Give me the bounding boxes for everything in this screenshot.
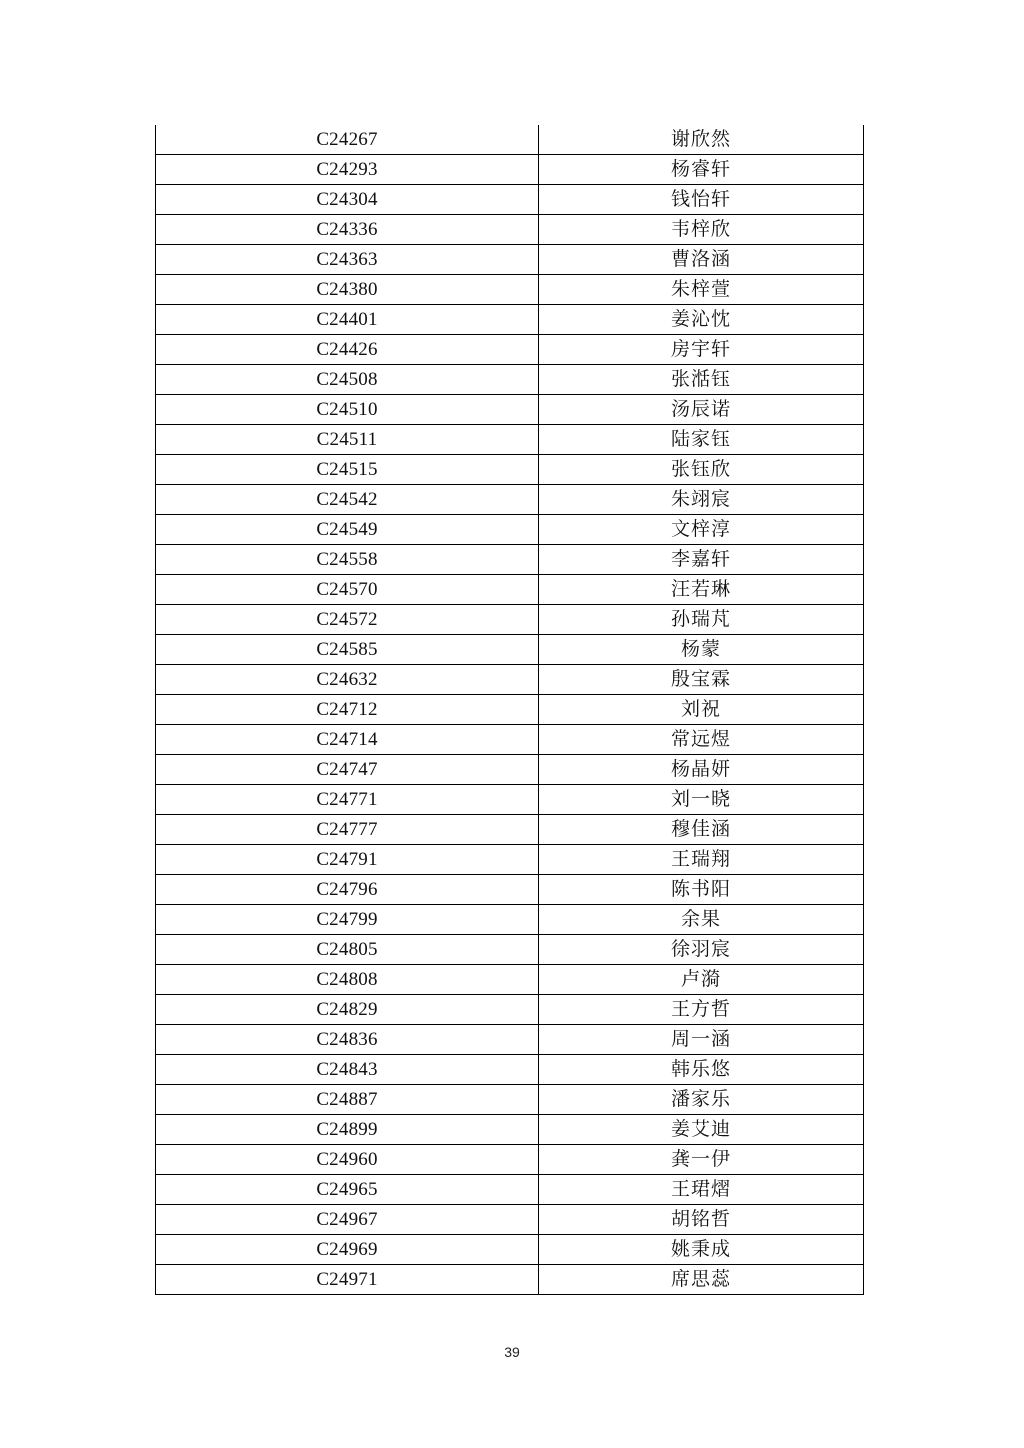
candidate-id-cell: C24777 <box>156 815 539 845</box>
candidate-id-cell: C24805 <box>156 935 539 965</box>
candidate-id-cell: C24771 <box>156 785 539 815</box>
candidate-name-cell: 王方哲 <box>539 995 864 1025</box>
candidate-id-cell: C24960 <box>156 1145 539 1175</box>
table-row <box>156 785 864 815</box>
candidate-name-cell: 常远煜 <box>539 725 864 755</box>
table-row <box>156 1175 864 1205</box>
table-row <box>156 965 864 995</box>
table-row <box>156 1205 864 1235</box>
candidate-name-cell: 谢欣然 <box>539 125 864 155</box>
table-row <box>156 1145 864 1175</box>
candidate-id-cell: C24967 <box>156 1205 539 1235</box>
candidate-id-cell: C24965 <box>156 1175 539 1205</box>
candidate-id-cell: C24632 <box>156 665 539 695</box>
candidate-id-cell: C24511 <box>156 425 539 455</box>
table-row <box>156 335 864 365</box>
table-row <box>156 605 864 635</box>
candidate-id-cell: C24791 <box>156 845 539 875</box>
candidate-id-cell: C24363 <box>156 245 539 275</box>
table-row <box>156 1235 864 1265</box>
table-row <box>156 455 864 485</box>
candidate-name-cell: 曹洛涵 <box>539 245 864 275</box>
candidate-id-cell: C24515 <box>156 455 539 485</box>
candidate-name-cell: 姜艾迪 <box>539 1115 864 1145</box>
table-row <box>156 905 864 935</box>
table-row <box>156 935 864 965</box>
page-number: 39 <box>504 1344 520 1360</box>
table-row <box>156 695 864 725</box>
candidate-name-cell: 姚秉成 <box>539 1235 864 1265</box>
table-row <box>156 305 864 335</box>
candidate-name-cell: 余果 <box>539 905 864 935</box>
candidate-name-cell: 朱翊宸 <box>539 485 864 515</box>
candidate-id-cell: C24843 <box>156 1055 539 1085</box>
candidate-id-cell: C24572 <box>156 605 539 635</box>
table-row <box>156 365 864 395</box>
table-row <box>156 755 864 785</box>
candidate-name-cell: 刘一晓 <box>539 785 864 815</box>
candidate-id-cell: C24747 <box>156 755 539 785</box>
candidate-name-cell: 王珺熠 <box>539 1175 864 1205</box>
candidate-id-cell: C24570 <box>156 575 539 605</box>
candidate-id-cell: C24508 <box>156 365 539 395</box>
table-row <box>156 665 864 695</box>
candidate-name-cell: 周一涵 <box>539 1025 864 1055</box>
candidate-id-cell: C24899 <box>156 1115 539 1145</box>
candidate-id-cell: C24510 <box>156 395 539 425</box>
table-row <box>156 995 864 1025</box>
table-row <box>156 575 864 605</box>
candidate-id-cell: C24714 <box>156 725 539 755</box>
candidate-name-cell: 杨睿轩 <box>539 155 864 185</box>
candidate-id-cell: C24971 <box>156 1265 539 1295</box>
candidate-name-cell: 杨蒙 <box>539 635 864 665</box>
candidate-name-cell: 龚一伊 <box>539 1145 864 1175</box>
candidate-name-cell: 孙瑞芃 <box>539 605 864 635</box>
candidate-id-cell: C24808 <box>156 965 539 995</box>
candidate-name-cell: 韦梓欣 <box>539 215 864 245</box>
table-row <box>156 1025 864 1055</box>
candidate-id-cell: C24558 <box>156 545 539 575</box>
candidate-name-cell: 杨晶妍 <box>539 755 864 785</box>
candidate-id-cell: C24336 <box>156 215 539 245</box>
candidate-name-cell: 陈书阳 <box>539 875 864 905</box>
table-row <box>156 275 864 305</box>
candidate-id-cell: C24969 <box>156 1235 539 1265</box>
candidate-name-cell: 李嘉轩 <box>539 545 864 575</box>
table-row <box>156 245 864 275</box>
candidate-id-cell: C24293 <box>156 155 539 185</box>
candidate-name-cell: 张湉钰 <box>539 365 864 395</box>
candidate-id-cell: C24549 <box>156 515 539 545</box>
candidate-id-cell: C24267 <box>156 125 539 155</box>
candidate-name-cell: 汤辰诺 <box>539 395 864 425</box>
candidate-name-cell: 陆家钰 <box>539 425 864 455</box>
candidate-name-cell: 潘家乐 <box>539 1085 864 1115</box>
candidate-name-cell: 姜沁忱 <box>539 305 864 335</box>
table-row <box>156 545 864 575</box>
candidate-id-cell: C24401 <box>156 305 539 335</box>
table-row <box>156 395 864 425</box>
candidate-id-cell: C24799 <box>156 905 539 935</box>
candidate-name-cell: 刘祝 <box>539 695 864 725</box>
table-row <box>156 485 864 515</box>
candidate-id-cell: C24380 <box>156 275 539 305</box>
candidate-name-cell: 汪若琳 <box>539 575 864 605</box>
roster-table-body <box>156 125 864 1295</box>
table-row <box>156 875 864 905</box>
candidate-id-cell: C24887 <box>156 1085 539 1115</box>
candidate-id-cell: C24304 <box>156 185 539 215</box>
candidate-name-cell: 席思蕊 <box>539 1265 864 1295</box>
table-row <box>156 845 864 875</box>
table-row <box>156 515 864 545</box>
candidate-id-cell: C24796 <box>156 875 539 905</box>
table-row <box>156 215 864 245</box>
candidate-name-cell: 徐羽宸 <box>539 935 864 965</box>
candidate-id-cell: C24542 <box>156 485 539 515</box>
candidate-name-cell: 张钰欣 <box>539 455 864 485</box>
candidate-name-cell: 卢漪 <box>539 965 864 995</box>
table-row <box>156 185 864 215</box>
table-row <box>156 725 864 755</box>
candidate-id-cell: C24829 <box>156 995 539 1025</box>
roster-table <box>155 125 864 1295</box>
table-row <box>156 1085 864 1115</box>
candidate-name-cell: 房宇轩 <box>539 335 864 365</box>
candidate-name-cell: 王瑞翔 <box>539 845 864 875</box>
candidate-name-cell: 穆佳涵 <box>539 815 864 845</box>
candidate-name-cell: 殷宝霖 <box>539 665 864 695</box>
candidate-name-cell: 韩乐悠 <box>539 1055 864 1085</box>
candidate-name-cell: 文梓淳 <box>539 515 864 545</box>
table-row <box>156 815 864 845</box>
candidate-id-cell: C24712 <box>156 695 539 725</box>
candidate-name-cell: 胡铭哲 <box>539 1205 864 1235</box>
candidate-id-cell: C24426 <box>156 335 539 365</box>
table-row <box>156 125 864 155</box>
table-row <box>156 1055 864 1085</box>
table-row <box>156 1265 864 1295</box>
table-row <box>156 1115 864 1145</box>
candidate-name-cell: 钱怡轩 <box>539 185 864 215</box>
table-row <box>156 635 864 665</box>
candidate-id-cell: C24836 <box>156 1025 539 1055</box>
candidate-id-cell: C24585 <box>156 635 539 665</box>
table-row <box>156 425 864 455</box>
candidate-name-cell: 朱梓萱 <box>539 275 864 305</box>
table-row <box>156 155 864 185</box>
